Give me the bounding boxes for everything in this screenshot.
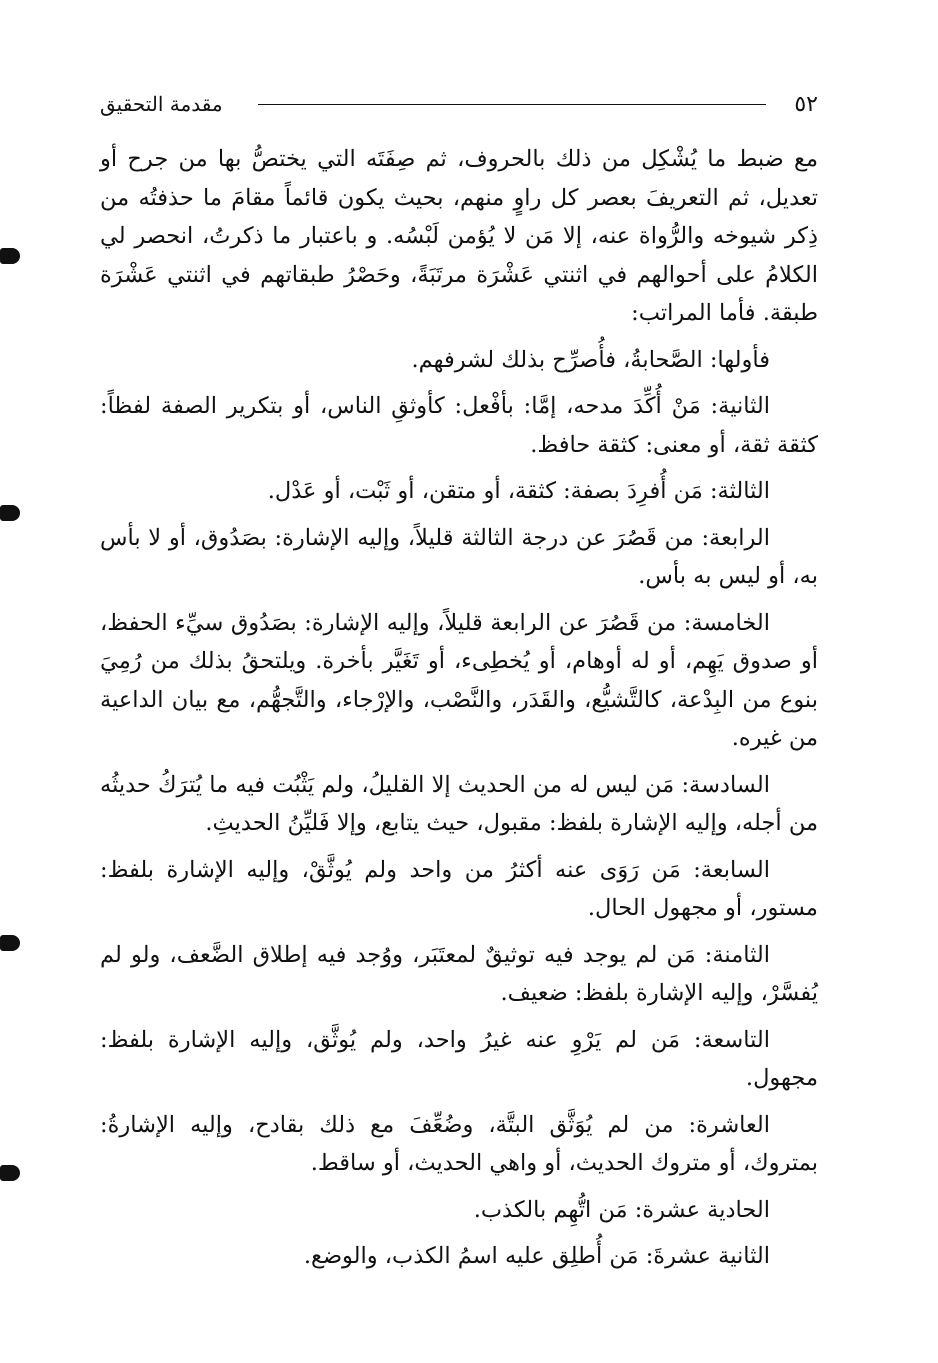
rank-4: الرابعة: من قَصُرَ عن درجة الثالثة قليلاً، وإليه الإشارة: بصَدُوق، أو لا بأس به، أو ليس به بأس. bbox=[100, 524, 818, 589]
rank-10: العاشرة: من لم يُوَثَّق البتَّة، وضُعِّفَ مع ذلك بقادح، وإليه الإشارةُ: بمتروك، أو متروك الحديث، أو واهي الحديث، أو ساقط. bbox=[100, 1111, 818, 1176]
rank-6: السادسة: مَن ليس له من الحديث إلا القليلُ، ولم يَثْبُت فيه ما يُترَكُ حديثُه من أجله، وإليه الإشارة بلفظ: مقبول، حيث يتابع، وإلا فَليِّنُ الحديثِ. bbox=[100, 771, 818, 836]
rank-1: فأولها: الصَّحابةُ، فأُصرِّح بذلك لشرفهم. bbox=[411, 346, 770, 373]
intro-paragraph: مع ضبط ما يُشْكِل من ذلك بالحروف، ثم صِفَتَه التي يختصُّ بها من جرح أو تعديل، ثم التعريفَ بعصر كل راوٍ منهم، بحيث يكون قائماً مقامَ ما حذفتُه من ذِكر شيوخه والرُّواة عنه، إلا مَن لا يُؤمن لَبْسُه. و باعتبار ما ذكرتُ، انحصر لي الكلامُ على أحوالهم في اثنتي عَشْرَة مرتَبَةً، وحَصْرُ طبقاتهم في اثنتي عَشْرَة طبقة. فأما المراتب: bbox=[100, 146, 818, 326]
running-title: مقدمة التحقيق bbox=[100, 92, 223, 116]
binding-hole-mark bbox=[0, 248, 20, 264]
header-rule bbox=[258, 104, 766, 105]
page-body bbox=[100, 140, 818, 1284]
binding-hole-mark bbox=[0, 935, 20, 951]
rank-9: التاسعة: مَن لم يَرْوِ عنه غيرُ واحد، ولم يُوثَّق، وإليه الإشارة بلفظ: مجهول. bbox=[100, 1026, 818, 1091]
rank-3: الثالثة: مَن أُفرِدَ بصفة: كثقة، أو متقن، أو ثَبْت، أو عَدْل. bbox=[267, 478, 770, 504]
rank-8: الثامنة: مَن لم يوجد فيه توثيقٌ لمعتَبَر، ووُجد فيه إطلاق الضَّعف، ولو لم يُفسَّرْ، وإليه الإشارة بلفظ: ضعيف. bbox=[100, 941, 818, 1006]
binding-hole-mark bbox=[0, 505, 20, 521]
page-number: ٥٢ bbox=[794, 92, 818, 117]
rank-7: السابعة: مَن رَوَى عنه أكثرُ من واحد ولم يُوثَّقْ، وإليه الإشارة بلفظ: مستور، أو مجهول الحال. bbox=[100, 856, 818, 921]
rank-12: الثانية عشرةَ: مَن أُطلِق عليه اسمُ الكذب، والوضع. bbox=[303, 1243, 770, 1269]
page-header bbox=[100, 92, 818, 122]
rank-5: الخامسة: من قَصُرَ عن الرابعة قليلاً، وإليه الإشارة: بصَدُوق سيِّء الحفظ، أو صدوق يَهِم، أو له أوهام، أو يُخطِىء، أو تَغَيَّر بأخرة. ويلتحقُ بذلك من رُمِيَ بنوع من البِدْعة، كالتَّشيُّع، والقَدَر، والنَّصْب، والإرْجاء، والتَّجهُّم، مع بيان الداعية من غيره. bbox=[100, 609, 818, 751]
binding-hole-mark bbox=[0, 1165, 20, 1181]
rank-11: الحادية عشرة: مَن اتُّهِم بالكذب. bbox=[473, 1196, 770, 1223]
rank-2: الثانية: مَنْ أُكِّدَ مدحه، إمَّا: بأفْعل: كأوثقِ الناس، أو بتكرير الصفة لفظاً: كثقة ثقة، أو معنى: كثقة حافظ. bbox=[100, 393, 818, 458]
